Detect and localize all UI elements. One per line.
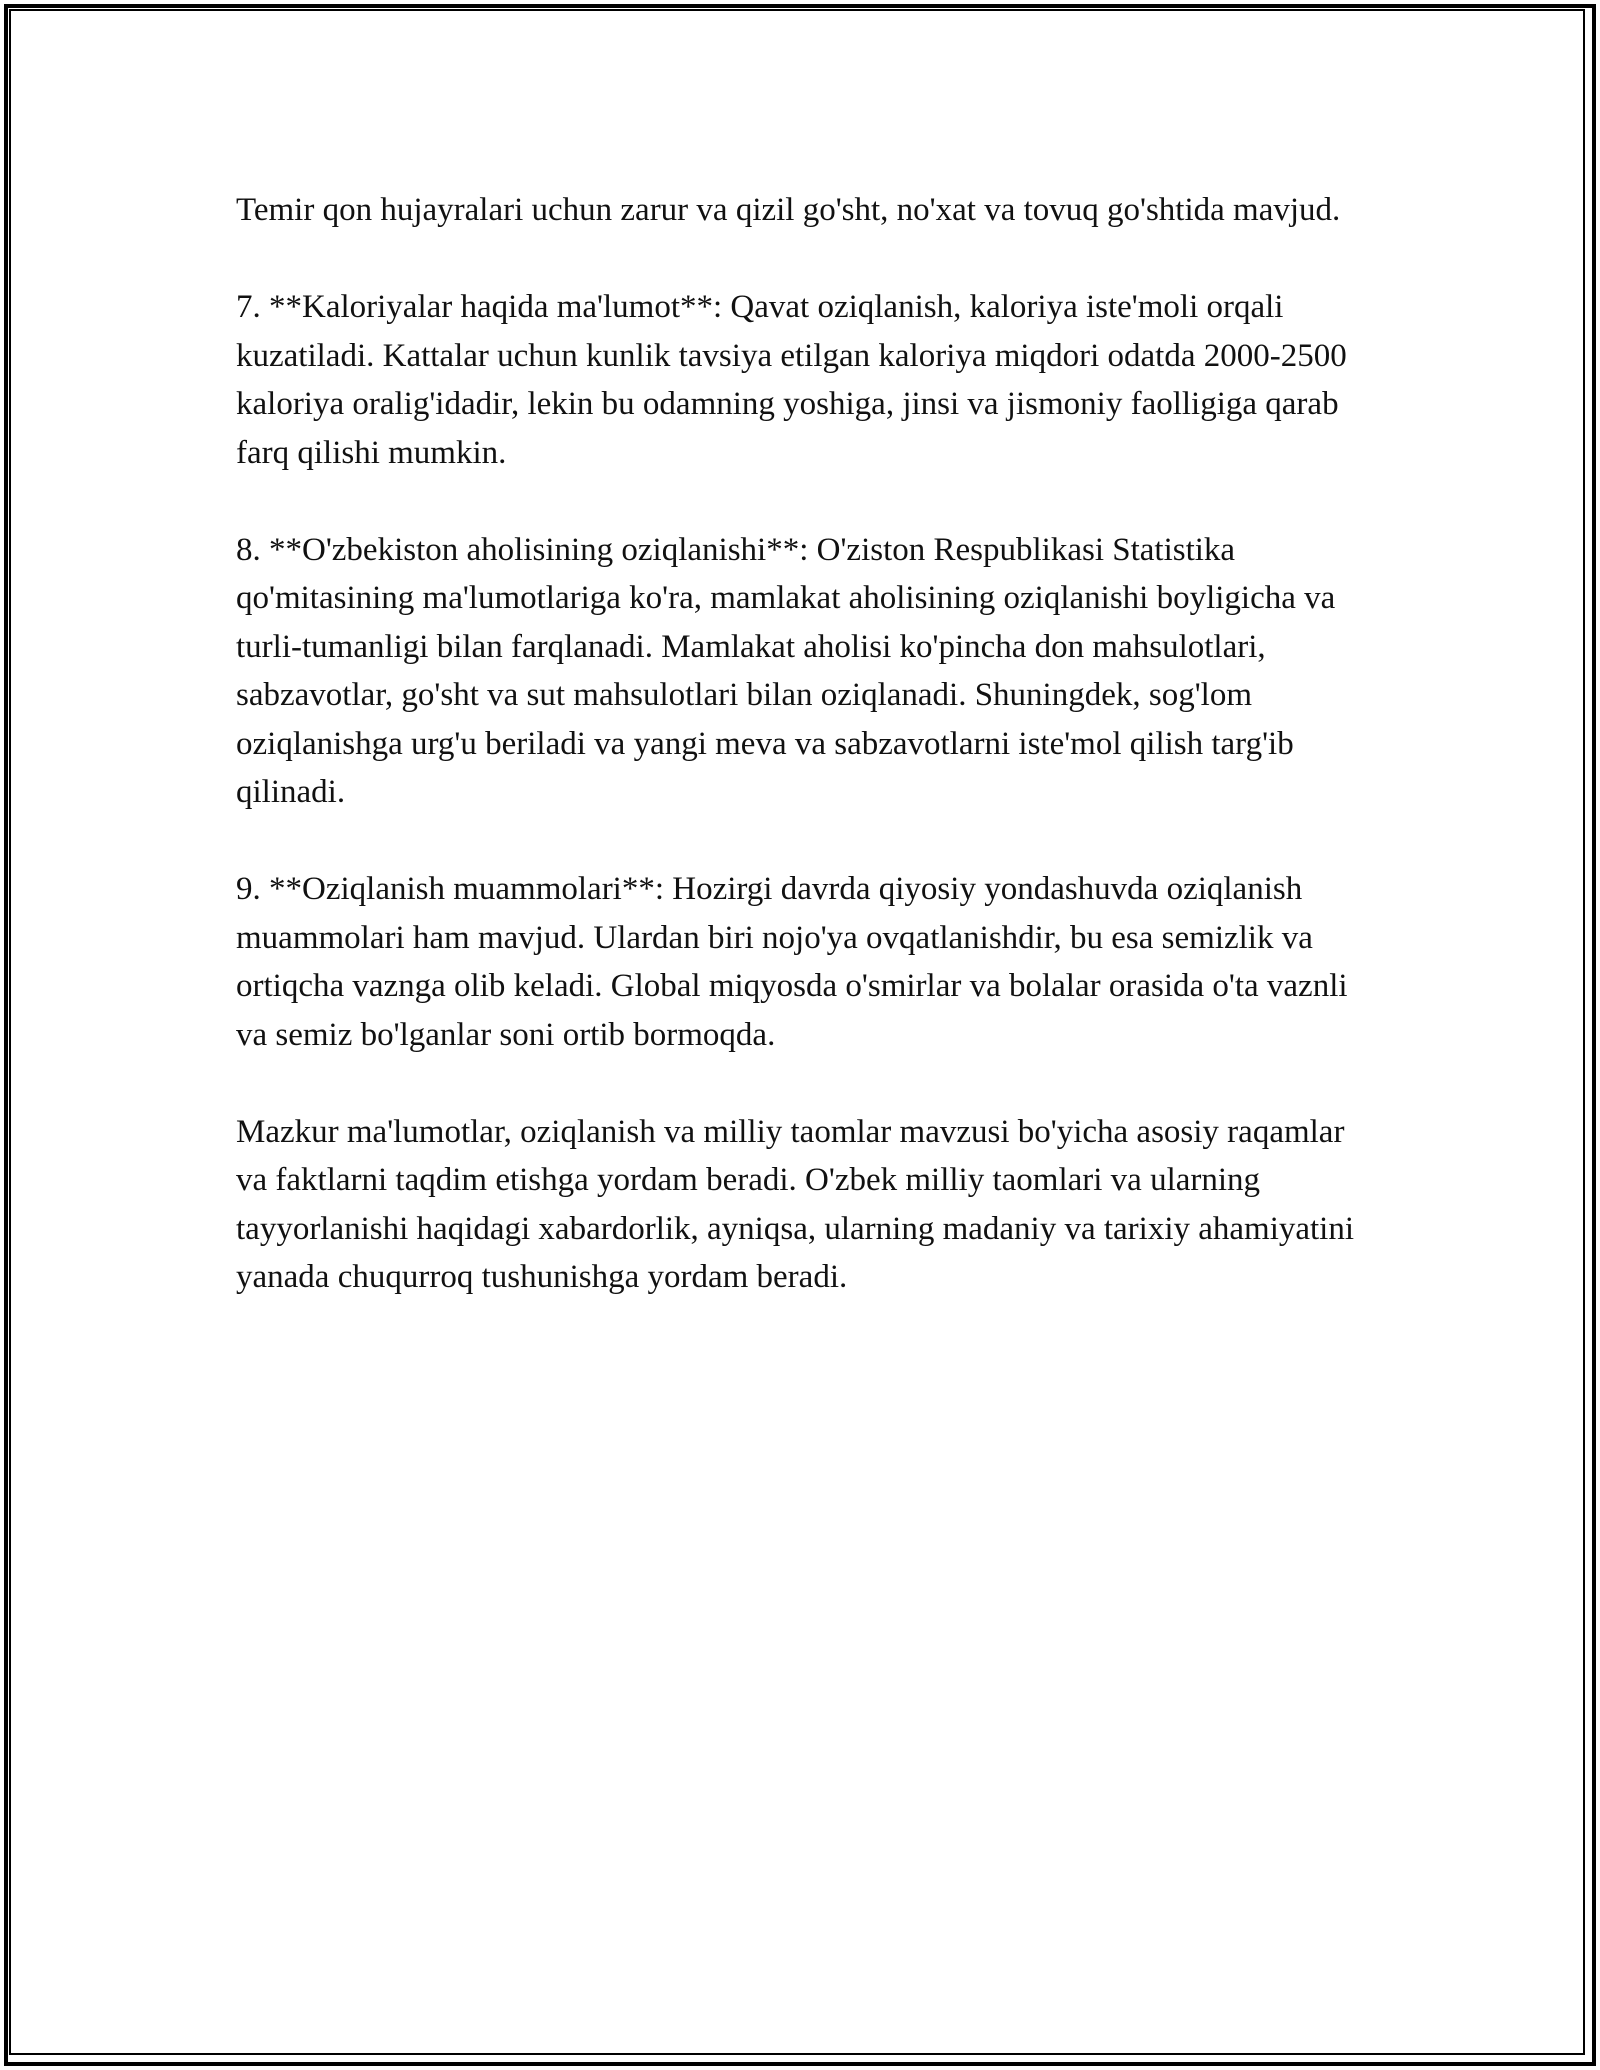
paragraph-conclusion: Mazkur ma'lumotlar, oziqlanish va milliy taomlar mavzusi bo'yicha asosiy raqamlar va faktlarni taqdim etishga yordam beradi. O'zbek milliy taomlari va ularning tayyorlanishi haqidagi xabardorlik, ayniqsa, ularning madaniy va tarixiy ahamiyatini yanada chuqurroq tushunishga yordam beradi.: [236, 1113, 1355, 1295]
paragraph-uzbekistan-nutrition: 8. **O'zbekiston aholisining oziqlanishi**: O'ziston Respublikasi Statistika qo'mitasining ma'lumotlariga ko'ra, mamlakat aholisining oziqlanishi boyligicha va turli-tumanligi bilan farqlanadi. Mamlakat aholisi ko'pincha don mahsulotlari, sabzavotlar, go'sht va sut mahsulotlari bilan oziqlanadi. Shuningdek, sog'lom oziqlanishga urg'u beriladi va yangi meva va sabzavotlarni iste'mol qilish targ'ib qilinadi.: [236, 531, 1336, 810]
paragraph-calories: 7. **Kaloriyalar haqida ma'lumot**: Qavat oziqlanish, kaloriya iste'moli orqali kuzatiladi. Kattalar uchun kunlik tavsiya etilgan kaloriya miqdori odatda 2000-2500 kaloriya oralig'idadir, lekin bu odamning yoshiga, jinsi va jismoniy faolligiga qarab farq qilishi mumkin.: [236, 289, 1347, 471]
paragraph-nutrition-problems: 9. **Oziqlanish muammolari**: Hozirgi davrda qiyosiy yondashuvda oziqlanish muammolari ham mavjud. Ulardan biri nojo'ya ovqatlanishdir, bu esa semizlik va ortiqcha vaznga olib keladi. Global miqyosda o'smirlar va bolalar orasida o'ta vaznli va semiz bo'lganlar soni ortib bormoqda.: [236, 871, 1348, 1053]
paragraph-iron: Temir qon hujayralari uchun zarur va qizil go'sht, no'xat va tovuq go'shtida mavjud.: [236, 192, 1341, 228]
document-body: [236, 186, 1376, 1350]
